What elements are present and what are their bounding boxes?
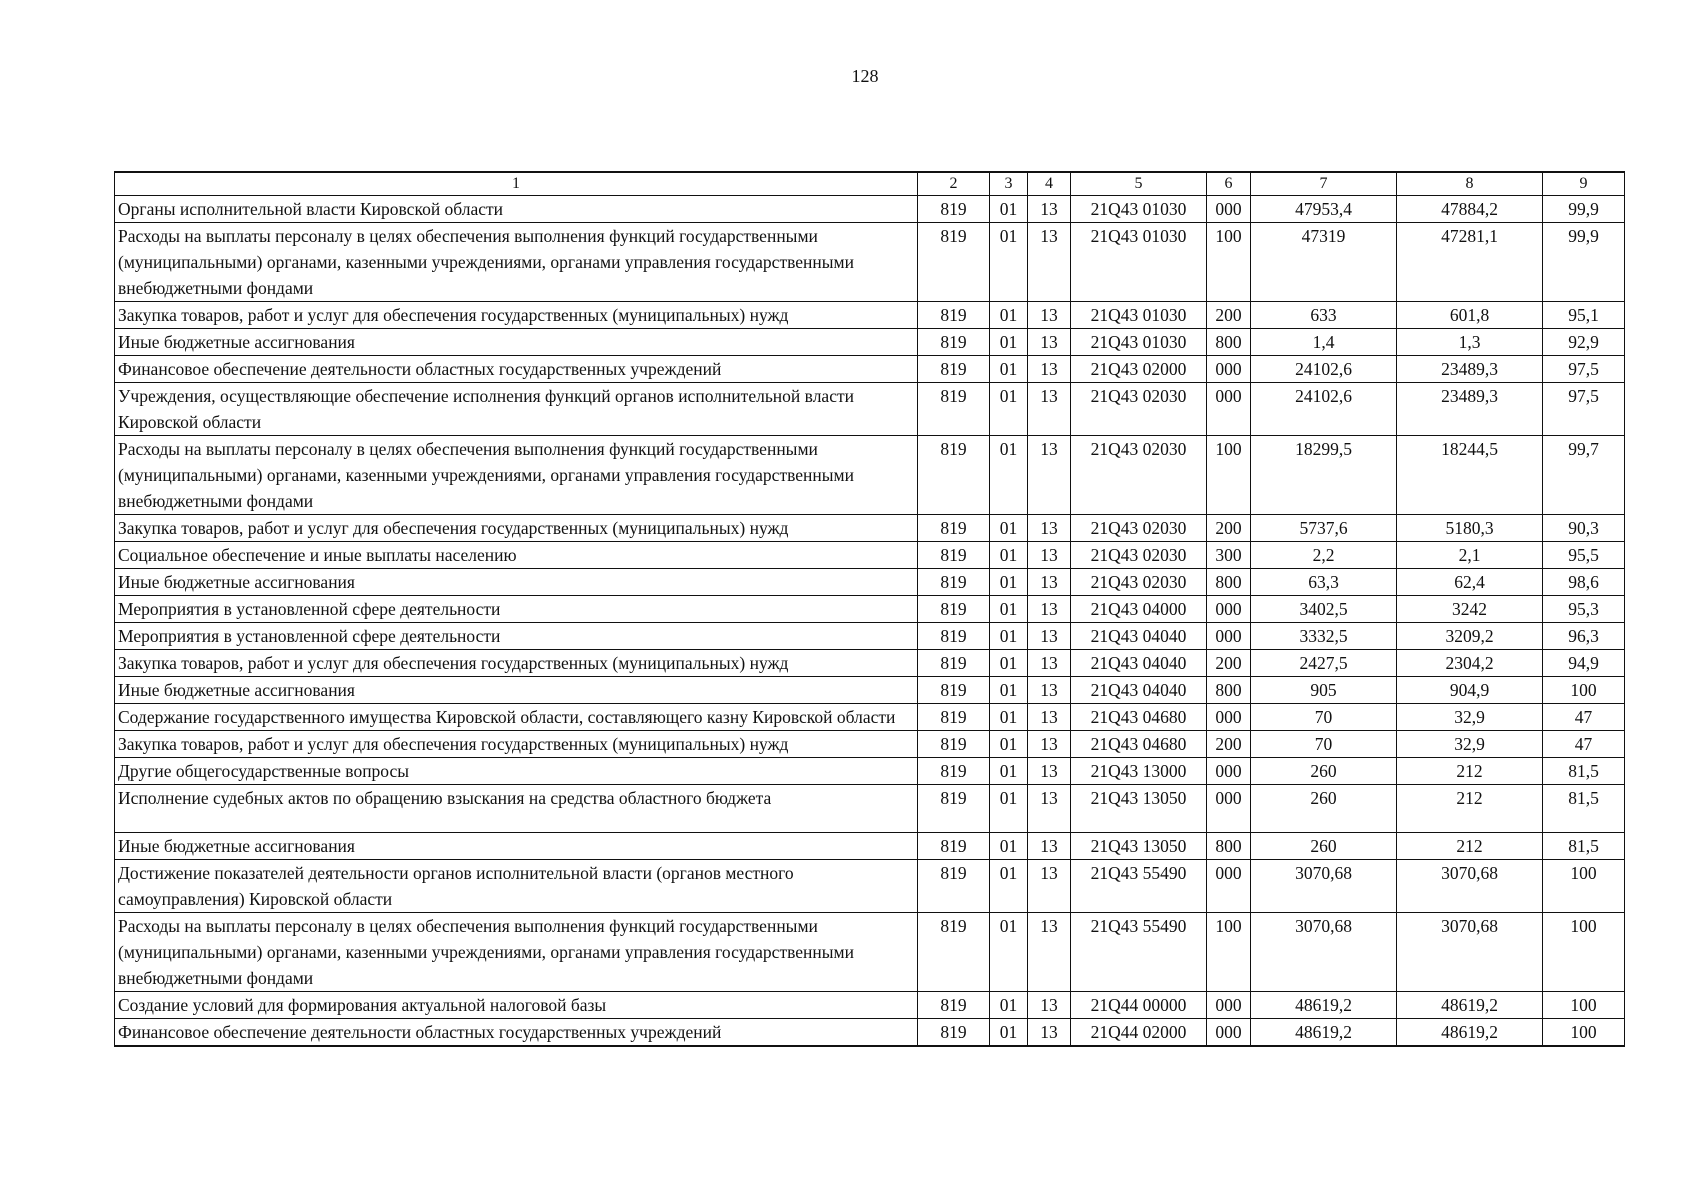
cell-percent: 90,3 — [1543, 515, 1625, 542]
cell-expense-type: 200 — [1207, 515, 1251, 542]
cell-section: 01 — [990, 677, 1028, 704]
cell-admin-code: 819 — [918, 569, 990, 596]
table-row — [115, 785, 1625, 833]
cell-executed: 1,3 — [1397, 329, 1543, 356]
cell-subsection: 13 — [1028, 515, 1071, 542]
cell-planned: 2427,5 — [1251, 650, 1397, 677]
cell-target-article: 21Q43 04680 — [1071, 704, 1207, 731]
table-row — [115, 383, 1625, 436]
table-row — [115, 356, 1625, 383]
cell-admin-code: 819 — [918, 677, 990, 704]
cell-executed: 32,9 — [1397, 731, 1543, 758]
cell-subsection: 13 — [1028, 913, 1071, 992]
cell-target-article: 21Q43 01030 — [1071, 329, 1207, 356]
cell-section: 01 — [990, 569, 1028, 596]
cell-percent: 92,9 — [1543, 329, 1625, 356]
cell-executed: 47281,1 — [1397, 223, 1543, 302]
cell-expense-type: 800 — [1207, 677, 1251, 704]
cell-executed: 32,9 — [1397, 704, 1543, 731]
cell-admin-code: 819 — [918, 731, 990, 758]
cell-section: 01 — [990, 913, 1028, 992]
row-name: Иные бюджетные ассигнования — [115, 833, 918, 860]
cell-admin-code: 819 — [918, 860, 990, 913]
cell-executed: 18244,5 — [1397, 436, 1543, 515]
row-name: Финансовое обеспечение деятельности областных государственных учреждений — [115, 1019, 918, 1047]
cell-planned: 48619,2 — [1251, 992, 1397, 1019]
table-row — [115, 650, 1625, 677]
cell-expense-type: 200 — [1207, 302, 1251, 329]
cell-executed: 212 — [1397, 833, 1543, 860]
column-number: 3 — [990, 172, 1028, 196]
cell-target-article: 21Q43 55490 — [1071, 860, 1207, 913]
cell-percent: 81,5 — [1543, 833, 1625, 860]
cell-executed: 5180,3 — [1397, 515, 1543, 542]
cell-admin-code: 819 — [918, 356, 990, 383]
row-name: Расходы на выплаты персоналу в целях обеспечения выполнения функций государственными (муниципальными) органами, казенными учреждениями, органами управления государственными внебюджетными фондами — [115, 913, 918, 992]
row-name: Расходы на выплаты персоналу в целях обеспечения выполнения функций государственными (муниципальными) органами, казенными учреждениями, органами управления государственными внебюджетными фондами — [115, 436, 918, 515]
cell-subsection: 13 — [1028, 731, 1071, 758]
cell-subsection: 13 — [1028, 785, 1071, 833]
row-name: Социальное обеспечение и иные выплаты населению — [115, 542, 918, 569]
cell-subsection: 13 — [1028, 383, 1071, 436]
cell-target-article: 21Q43 01030 — [1071, 223, 1207, 302]
cell-target-article: 21Q43 02030 — [1071, 542, 1207, 569]
cell-executed: 3070,68 — [1397, 860, 1543, 913]
cell-executed: 3209,2 — [1397, 623, 1543, 650]
cell-subsection: 13 — [1028, 833, 1071, 860]
cell-executed: 47884,2 — [1397, 196, 1543, 223]
cell-planned: 47953,4 — [1251, 196, 1397, 223]
cell-percent: 100 — [1543, 677, 1625, 704]
cell-subsection: 13 — [1028, 1019, 1071, 1047]
cell-section: 01 — [990, 223, 1028, 302]
cell-subsection: 13 — [1028, 623, 1071, 650]
cell-executed: 212 — [1397, 758, 1543, 785]
column-number: 4 — [1028, 172, 1071, 196]
cell-planned: 70 — [1251, 731, 1397, 758]
cell-subsection: 13 — [1028, 542, 1071, 569]
cell-percent: 47 — [1543, 704, 1625, 731]
cell-expense-type: 100 — [1207, 436, 1251, 515]
cell-expense-type: 000 — [1207, 383, 1251, 436]
cell-section: 01 — [990, 860, 1028, 913]
row-name: Другие общегосударственные вопросы — [115, 758, 918, 785]
budget-table — [114, 171, 1625, 1047]
table-row — [115, 677, 1625, 704]
cell-admin-code: 819 — [918, 515, 990, 542]
cell-subsection: 13 — [1028, 704, 1071, 731]
cell-target-article: 21Q43 04040 — [1071, 677, 1207, 704]
cell-expense-type: 000 — [1207, 785, 1251, 833]
cell-subsection: 13 — [1028, 356, 1071, 383]
column-number: 7 — [1251, 172, 1397, 196]
cell-target-article: 21Q43 13050 — [1071, 833, 1207, 860]
cell-admin-code: 819 — [918, 758, 990, 785]
cell-section: 01 — [990, 436, 1028, 515]
cell-percent: 95,1 — [1543, 302, 1625, 329]
cell-executed: 3070,68 — [1397, 913, 1543, 992]
row-name: Иные бюджетные ассигнования — [115, 569, 918, 596]
cell-percent: 47 — [1543, 731, 1625, 758]
cell-executed: 212 — [1397, 785, 1543, 833]
cell-planned: 260 — [1251, 833, 1397, 860]
cell-subsection: 13 — [1028, 677, 1071, 704]
cell-target-article: 21Q43 01030 — [1071, 196, 1207, 223]
row-name: Закупка товаров, работ и услуг для обеспечения государственных (муниципальных) нужд — [115, 650, 918, 677]
cell-target-article: 21Q43 13050 — [1071, 785, 1207, 833]
cell-target-article: 21Q43 04040 — [1071, 650, 1207, 677]
cell-percent: 99,7 — [1543, 436, 1625, 515]
cell-subsection: 13 — [1028, 196, 1071, 223]
row-name: Исполнение судебных актов по обращению взыскания на средства областного бюджета — [115, 785, 918, 833]
cell-executed: 601,8 — [1397, 302, 1543, 329]
row-name: Содержание государственного имущества Кировской области, составляющего казну Кировской области — [115, 704, 918, 731]
cell-percent: 97,5 — [1543, 356, 1625, 383]
table-row — [115, 515, 1625, 542]
cell-expense-type: 000 — [1207, 758, 1251, 785]
cell-expense-type: 000 — [1207, 704, 1251, 731]
cell-percent: 81,5 — [1543, 785, 1625, 833]
cell-percent: 99,9 — [1543, 196, 1625, 223]
cell-subsection: 13 — [1028, 650, 1071, 677]
cell-target-article: 21Q43 02030 — [1071, 436, 1207, 515]
row-name: Иные бюджетные ассигнования — [115, 329, 918, 356]
cell-percent: 100 — [1543, 913, 1625, 992]
cell-admin-code: 819 — [918, 542, 990, 569]
cell-section: 01 — [990, 833, 1028, 860]
cell-percent: 81,5 — [1543, 758, 1625, 785]
cell-executed: 2,1 — [1397, 542, 1543, 569]
column-number: 9 — [1543, 172, 1625, 196]
cell-admin-code: 819 — [918, 623, 990, 650]
cell-executed: 48619,2 — [1397, 1019, 1543, 1047]
cell-planned: 47319 — [1251, 223, 1397, 302]
column-number: 6 — [1207, 172, 1251, 196]
cell-expense-type: 100 — [1207, 223, 1251, 302]
table-row — [115, 860, 1625, 913]
cell-planned: 1,4 — [1251, 329, 1397, 356]
cell-expense-type: 000 — [1207, 596, 1251, 623]
row-name: Иные бюджетные ассигнования — [115, 677, 918, 704]
cell-target-article: 21Q43 13000 — [1071, 758, 1207, 785]
cell-admin-code: 819 — [918, 302, 990, 329]
cell-planned: 18299,5 — [1251, 436, 1397, 515]
row-name: Закупка товаров, работ и услуг для обеспечения государственных (муниципальных) нужд — [115, 515, 918, 542]
cell-percent: 99,9 — [1543, 223, 1625, 302]
cell-subsection: 13 — [1028, 436, 1071, 515]
cell-subsection: 13 — [1028, 329, 1071, 356]
cell-percent: 100 — [1543, 1019, 1625, 1047]
cell-section: 01 — [990, 196, 1028, 223]
cell-planned: 48619,2 — [1251, 1019, 1397, 1047]
cell-executed: 3242 — [1397, 596, 1543, 623]
page-number: 128 — [851, 66, 879, 86]
cell-subsection: 13 — [1028, 860, 1071, 913]
table-row — [115, 196, 1625, 223]
row-name: Расходы на выплаты персоналу в целях обеспечения выполнения функций государственными (муниципальными) органами, казенными учреждениями, органами управления государственными внебюджетными фондами — [115, 223, 918, 302]
cell-admin-code: 819 — [918, 785, 990, 833]
row-name: Финансовое обеспечение деятельности областных государственных учреждений — [115, 356, 918, 383]
cell-percent: 97,5 — [1543, 383, 1625, 436]
row-name: Мероприятия в установленной сфере деятельности — [115, 623, 918, 650]
cell-expense-type: 000 — [1207, 860, 1251, 913]
cell-executed: 62,4 — [1397, 569, 1543, 596]
table-row — [115, 223, 1625, 302]
cell-target-article: 21Q43 04040 — [1071, 623, 1207, 650]
cell-section: 01 — [990, 731, 1028, 758]
cell-executed: 48619,2 — [1397, 992, 1543, 1019]
cell-percent: 94,9 — [1543, 650, 1625, 677]
cell-admin-code: 819 — [918, 196, 990, 223]
cell-executed: 23489,3 — [1397, 383, 1543, 436]
cell-planned: 905 — [1251, 677, 1397, 704]
table-row — [115, 596, 1625, 623]
table-row — [115, 569, 1625, 596]
cell-section: 01 — [990, 623, 1028, 650]
cell-expense-type: 000 — [1207, 623, 1251, 650]
cell-section: 01 — [990, 302, 1028, 329]
cell-subsection: 13 — [1028, 758, 1071, 785]
table-row — [115, 1019, 1625, 1047]
cell-expense-type: 800 — [1207, 329, 1251, 356]
cell-expense-type: 000 — [1207, 1019, 1251, 1047]
cell-executed: 2304,2 — [1397, 650, 1543, 677]
cell-percent: 100 — [1543, 992, 1625, 1019]
cell-target-article: 21Q44 02000 — [1071, 1019, 1207, 1047]
table-row — [115, 992, 1625, 1019]
column-number: 2 — [918, 172, 990, 196]
cell-admin-code: 819 — [918, 223, 990, 302]
cell-section: 01 — [990, 704, 1028, 731]
column-number-header-row — [115, 172, 1625, 196]
cell-admin-code: 819 — [918, 913, 990, 992]
cell-admin-code: 819 — [918, 833, 990, 860]
table-row — [115, 704, 1625, 731]
cell-target-article: 21Q43 55490 — [1071, 913, 1207, 992]
table-row — [115, 329, 1625, 356]
row-name: Учреждения, осуществляющие обеспечение исполнения функций органов исполнительной власти Кировской области — [115, 383, 918, 436]
cell-percent: 95,5 — [1543, 542, 1625, 569]
cell-admin-code: 819 — [918, 436, 990, 515]
table-row — [115, 731, 1625, 758]
cell-expense-type: 800 — [1207, 833, 1251, 860]
cell-planned: 260 — [1251, 758, 1397, 785]
table-row — [115, 436, 1625, 515]
cell-expense-type: 200 — [1207, 650, 1251, 677]
cell-expense-type: 000 — [1207, 196, 1251, 223]
cell-planned: 3070,68 — [1251, 913, 1397, 992]
cell-target-article: 21Q43 02030 — [1071, 515, 1207, 542]
cell-planned: 24102,6 — [1251, 356, 1397, 383]
row-name: Создание условий для формирования актуальной налоговой базы — [115, 992, 918, 1019]
cell-section: 01 — [990, 515, 1028, 542]
cell-admin-code: 819 — [918, 992, 990, 1019]
cell-target-article: 21Q43 02000 — [1071, 356, 1207, 383]
cell-percent: 96,3 — [1543, 623, 1625, 650]
cell-admin-code: 819 — [918, 704, 990, 731]
cell-subsection: 13 — [1028, 223, 1071, 302]
cell-planned: 3070,68 — [1251, 860, 1397, 913]
row-name: Органы исполнительной власти Кировской области — [115, 196, 918, 223]
cell-subsection: 13 — [1028, 569, 1071, 596]
cell-executed: 23489,3 — [1397, 356, 1543, 383]
cell-subsection: 13 — [1028, 992, 1071, 1019]
cell-planned: 63,3 — [1251, 569, 1397, 596]
row-name: Закупка товаров, работ и услуг для обеспечения государственных (муниципальных) нужд — [115, 731, 918, 758]
cell-percent: 98,6 — [1543, 569, 1625, 596]
row-name: Достижение показателей деятельности органов исполнительной власти (органов местного самоуправления) Кировской области — [115, 860, 918, 913]
cell-percent: 100 — [1543, 860, 1625, 913]
cell-expense-type: 800 — [1207, 569, 1251, 596]
cell-planned: 260 — [1251, 785, 1397, 833]
cell-section: 01 — [990, 650, 1028, 677]
cell-target-article: 21Q43 01030 — [1071, 302, 1207, 329]
row-name: Мероприятия в установленной сфере деятельности — [115, 596, 918, 623]
table-row — [115, 623, 1625, 650]
table-row — [115, 542, 1625, 569]
cell-expense-type: 000 — [1207, 992, 1251, 1019]
cell-executed: 904,9 — [1397, 677, 1543, 704]
cell-section: 01 — [990, 542, 1028, 569]
cell-planned: 3402,5 — [1251, 596, 1397, 623]
cell-section: 01 — [990, 1019, 1028, 1047]
cell-admin-code: 819 — [918, 596, 990, 623]
cell-section: 01 — [990, 992, 1028, 1019]
cell-section: 01 — [990, 356, 1028, 383]
cell-planned: 5737,6 — [1251, 515, 1397, 542]
table-row — [115, 302, 1625, 329]
row-name: Закупка товаров, работ и услуг для обеспечения государственных (муниципальных) нужд — [115, 302, 918, 329]
cell-admin-code: 819 — [918, 1019, 990, 1047]
cell-target-article: 21Q43 02030 — [1071, 569, 1207, 596]
cell-target-article: 21Q43 04000 — [1071, 596, 1207, 623]
column-number: 1 — [115, 172, 918, 196]
cell-section: 01 — [990, 758, 1028, 785]
cell-percent: 95,3 — [1543, 596, 1625, 623]
table-row — [115, 913, 1625, 992]
column-number: 5 — [1071, 172, 1207, 196]
cell-target-article: 21Q43 04680 — [1071, 731, 1207, 758]
cell-planned: 633 — [1251, 302, 1397, 329]
cell-planned: 2,2 — [1251, 542, 1397, 569]
cell-subsection: 13 — [1028, 302, 1071, 329]
cell-section: 01 — [990, 329, 1028, 356]
cell-expense-type: 100 — [1207, 913, 1251, 992]
table-row — [115, 833, 1625, 860]
cell-planned: 24102,6 — [1251, 383, 1397, 436]
cell-target-article: 21Q43 02030 — [1071, 383, 1207, 436]
cell-section: 01 — [990, 383, 1028, 436]
cell-subsection: 13 — [1028, 596, 1071, 623]
column-number: 8 — [1397, 172, 1543, 196]
cell-expense-type: 300 — [1207, 542, 1251, 569]
cell-target-article: 21Q44 00000 — [1071, 992, 1207, 1019]
cell-expense-type: 000 — [1207, 356, 1251, 383]
cell-admin-code: 819 — [918, 650, 990, 677]
cell-section: 01 — [990, 596, 1028, 623]
cell-expense-type: 200 — [1207, 731, 1251, 758]
cell-admin-code: 819 — [918, 383, 990, 436]
cell-section: 01 — [990, 785, 1028, 833]
cell-planned: 70 — [1251, 704, 1397, 731]
cell-planned: 3332,5 — [1251, 623, 1397, 650]
table-row — [115, 758, 1625, 785]
cell-admin-code: 819 — [918, 329, 990, 356]
